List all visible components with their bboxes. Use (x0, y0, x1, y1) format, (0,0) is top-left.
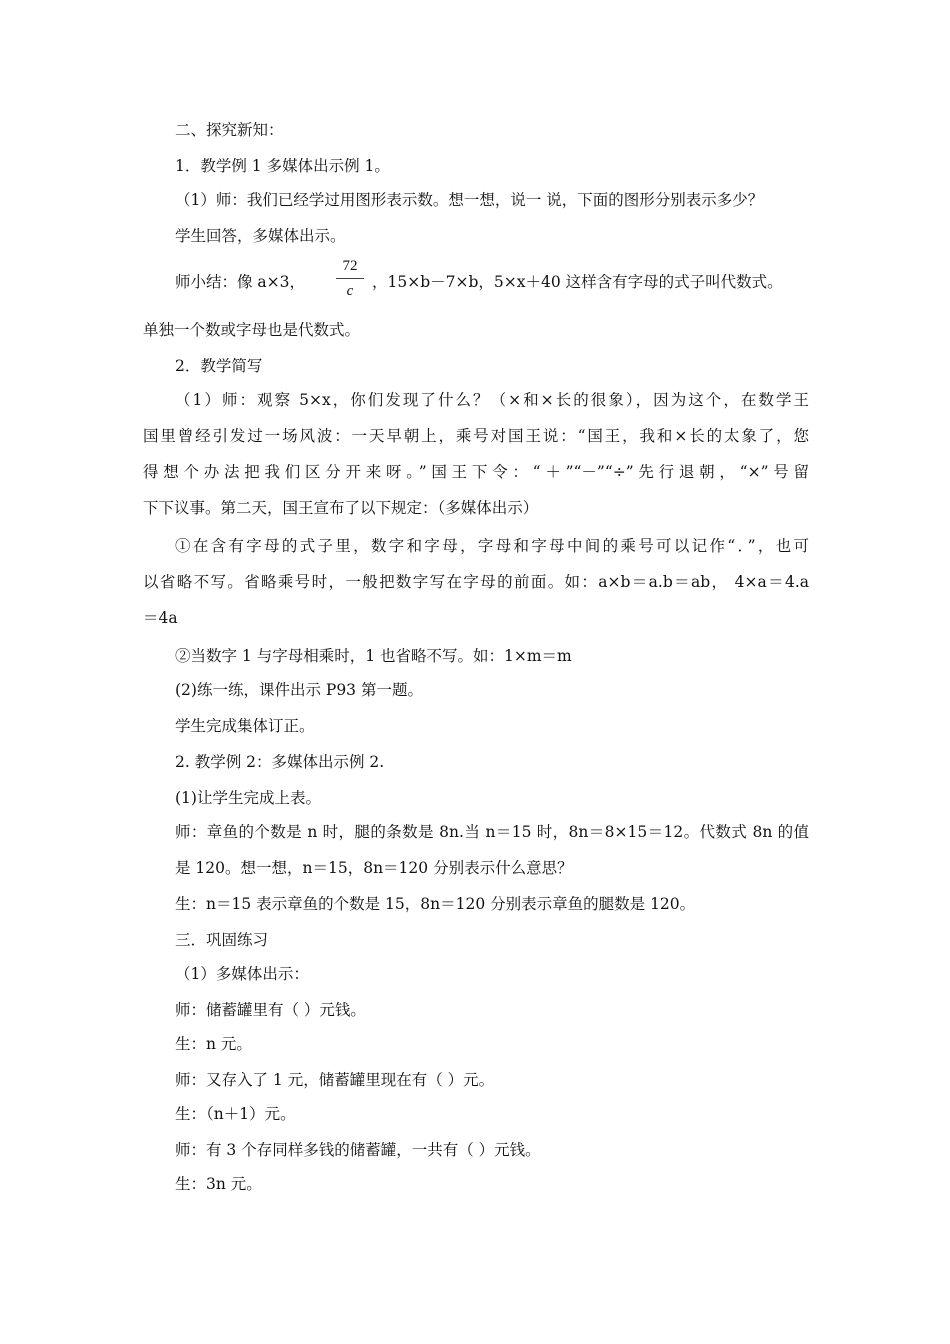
subheading-shorthand: 2．教学简写 (175, 357, 263, 375)
fraction-numerator: 72 (342, 258, 358, 274)
paragraph: 学生完成集体订正。 (175, 717, 315, 735)
paragraph: 学生回答，多媒体出示。 (175, 227, 346, 245)
subheading-example-2: 2. 教学例 2：多媒体出示例 2. (175, 753, 385, 771)
paragraph: ＝4a (143, 609, 178, 627)
fraction-bar (336, 278, 364, 279)
dialog-line: 生：3n 元。 (175, 1175, 262, 1193)
dialog-line: 师：储蓄罐里有（ ）元钱。 (175, 1001, 366, 1019)
paragraph: 以省略不写。省略乘号时，一般把数字写在字母的前面。如：a×b＝a.b＝ab， 4×a＝4.a (143, 573, 809, 591)
paragraph: (2)练一练，课件出示 P93 第一题。 (175, 681, 423, 699)
paragraph: 生：n＝15 表示章鱼的个数是 15，8n＝120 分别表示章鱼的腿数是 120。 (175, 895, 696, 913)
fraction-denominator: c (346, 283, 354, 299)
section-heading-practice: 三．巩固练习 (175, 931, 269, 949)
paragraph: 下下议事。第二天，国王宣布了以下规定：（多媒体出示） (143, 499, 539, 517)
paragraph-summary-start: 师小结：像 a×3， (175, 273, 306, 291)
paragraph: 得想个办法把我们区分开来呀。”国王下令：“＋”“－”“÷”先行退朝，“×”号留 (143, 463, 809, 481)
dialog-line: 生：n 元。 (175, 1035, 252, 1053)
section-heading-explore: 二、探究新知： (175, 121, 284, 139)
paragraph: 单独一个数或字母也是代数式。 (143, 321, 361, 339)
paragraph: 师：章鱼的个数是 n 时，腿的条数是 8n.当 n＝15 时，8n＝8×15＝12。代数式 8n 的值 (175, 823, 809, 841)
fraction-72-over-c (336, 256, 364, 301)
dialog-line: 师：又存入了 1 元，储蓄罐里现在有（ ）元。 (175, 1071, 495, 1089)
paragraph-summary-rest: ，15×b－7×b，5×x＋40 这样含有字母的式子叫代数式。 (372, 273, 783, 291)
paragraph: 1．教学例 1 多媒体出示例 1。 (175, 157, 390, 175)
paragraph: （1）多媒体出示： (175, 965, 309, 983)
dialog-line: 师：有 3 个存同样多钱的储蓄罐，一共有（ ）元钱。 (175, 1141, 541, 1159)
paragraph: 国里曾经引发过一场风波：一天早朝上，乘号对国王说：“国王，我和×长的太象了，您 (143, 427, 809, 445)
paragraph: 是 120。想一想，n＝15，8n＝120 分别表示什么意思？ (175, 859, 573, 877)
dialog-line: 生：（n＋1）元。 (175, 1105, 296, 1123)
paragraph: （1）师：观察 5×x，你们发现了什么？（×和×长的很象），因为这个，在数学王 (175, 391, 809, 409)
rule-two: ②当数字 1 与字母相乘时，1 也省略不写。如：1×m＝m (175, 647, 572, 665)
paragraph: (1)让学生完成上表。 (175, 789, 321, 807)
paragraph: （1）师：我们已经学过用图形表示数。想一想，说一 说，下面的图形分别表示多少？ (175, 191, 764, 209)
rule-one: ①在含有字母的式子里，数字和字母，字母和字母中间的乘号可以记作“．”，也可 (175, 537, 809, 555)
